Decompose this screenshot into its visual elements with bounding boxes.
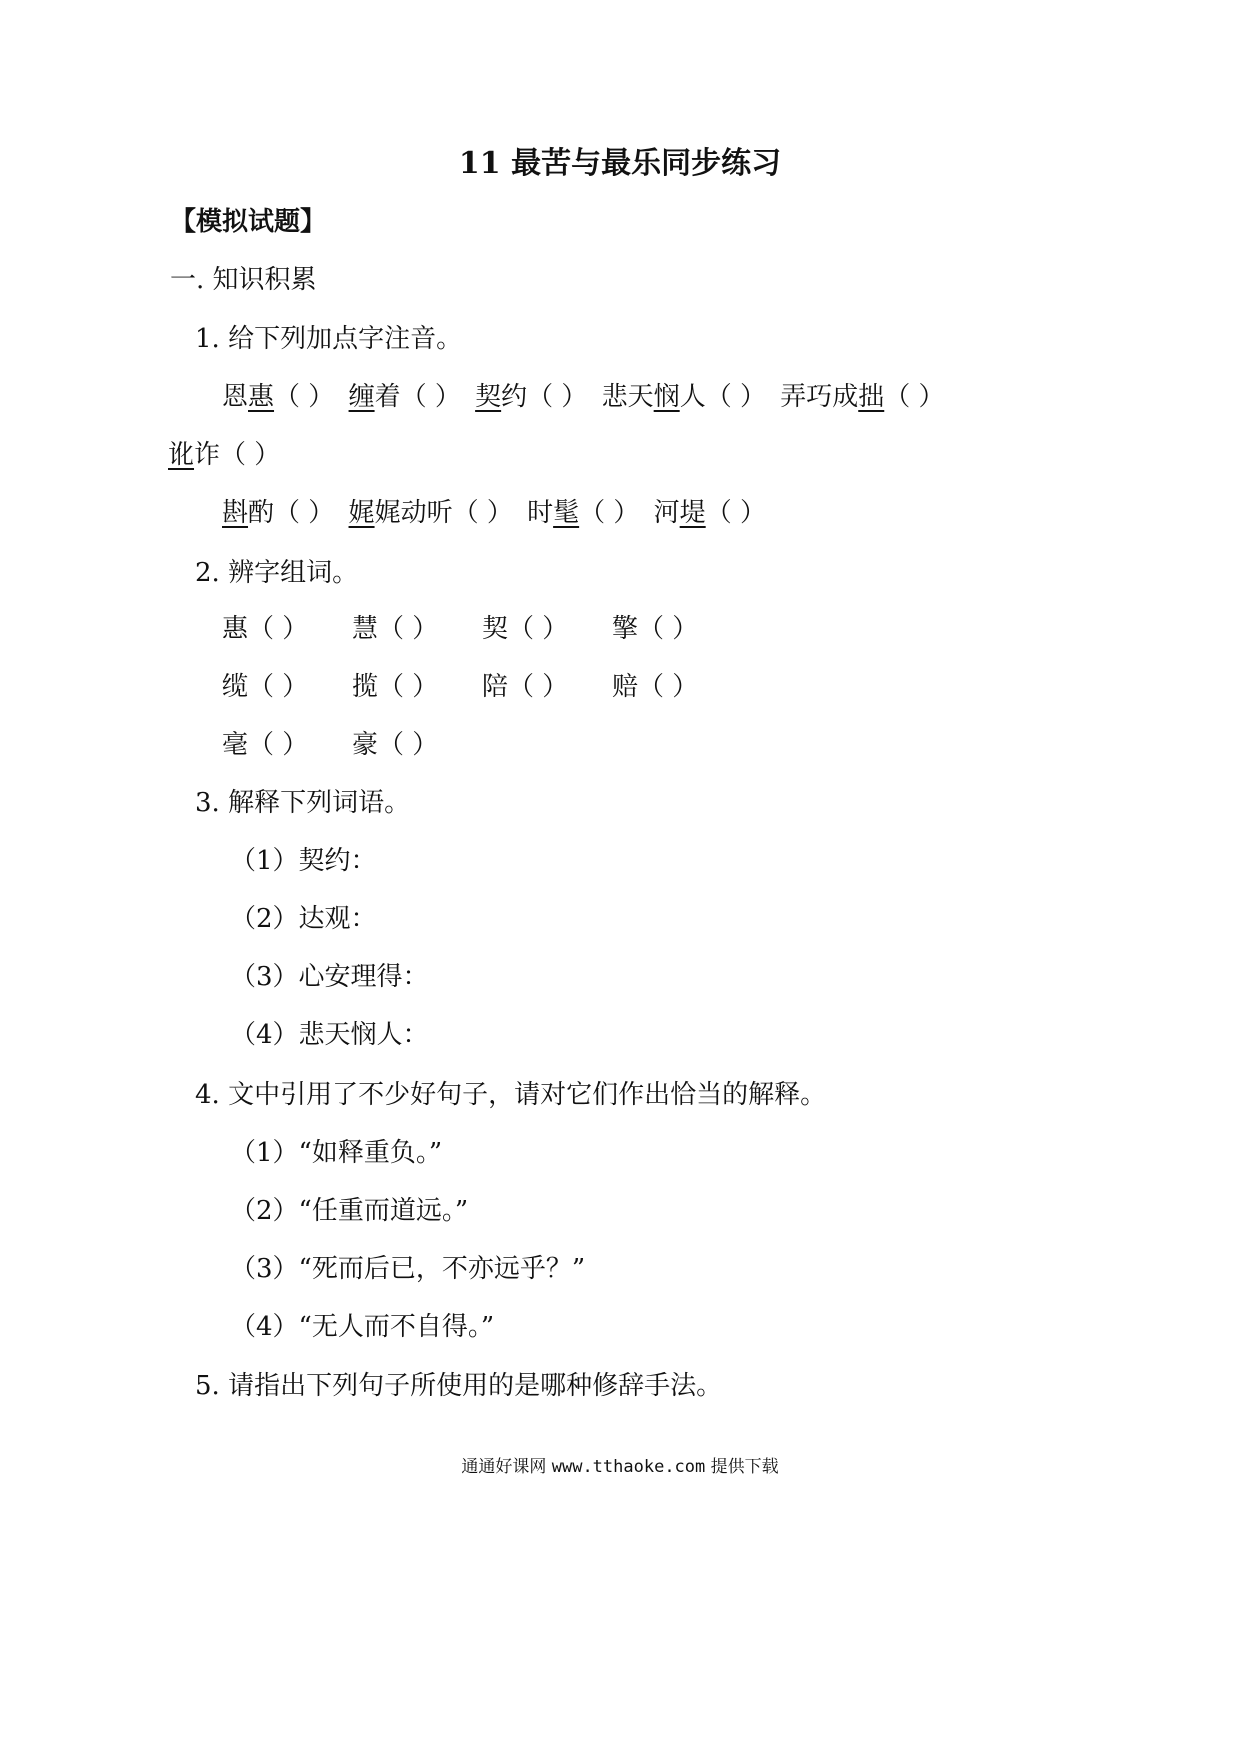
q1-item: 娓娓动听（ ）	[348, 498, 513, 528]
q1-item: 契约（ ）	[475, 382, 588, 412]
q4-heading: 4. 文中引用了不少好句子，请对它们作出恰当的解释。	[195, 1080, 827, 1110]
q1-item: 河堤（ ）	[653, 498, 766, 528]
q1-item: 悲天悯人（ ）	[601, 382, 766, 412]
q1-heading: 1. 给下列加点字注音。	[195, 324, 463, 354]
page-footer	[0, 1450, 1240, 1484]
q2-cell: 豪（ ）	[352, 730, 439, 760]
q5-heading: 5. 请指出下列句子所使用的是哪种修辞手法。	[195, 1371, 723, 1401]
footer-site-name: 通通好课网	[461, 1457, 547, 1477]
q1-item: 缠着（ ）	[348, 382, 461, 412]
q1-row3	[222, 496, 766, 530]
q3-item: （4）悲天悯人：	[230, 1020, 429, 1050]
section-header: 【模拟试题】	[170, 207, 327, 237]
q2-cell: 赔（ ）	[612, 672, 699, 702]
q1-item: 弄巧成拙（ ）	[780, 382, 945, 412]
q2-cell: 惠（ ）	[222, 614, 309, 644]
part-one-heading: 一. 知识积累	[170, 265, 317, 295]
q2-cell: 陪（ ）	[482, 672, 569, 702]
footer-url: www.tthaoke.com	[551, 1457, 706, 1477]
q4-item: （4）“无人而不自得。”	[230, 1312, 495, 1342]
q1-item: 时髦（ ）	[527, 498, 640, 528]
q2-cell: 契（ ）	[482, 614, 569, 644]
q4-item: （3）“死而后已，不亦远乎？”	[230, 1254, 586, 1284]
q2-cell: 缆（ ）	[222, 672, 309, 702]
q3-item: （1）契约：	[230, 846, 377, 876]
q3-heading: 3. 解释下列词语。	[195, 788, 411, 818]
q3-item: （3）心安理得：	[230, 962, 429, 992]
q2-cell: 揽（ ）	[352, 672, 439, 702]
q3-item: （2）达观：	[230, 904, 377, 934]
q2-cell: 擎（ ）	[612, 614, 699, 644]
q1-underlined-char: 讹	[168, 440, 195, 470]
q1-item: 恩惠（ ）	[222, 382, 335, 412]
q2-cell: 毫（ ）	[222, 730, 309, 760]
page-title: 11 最苦与最乐同步练习	[458, 146, 782, 181]
q2-cell: 慧（ ）	[352, 614, 439, 644]
q2-heading: 2. 辨字组词。	[195, 558, 359, 588]
q4-item: （2）“任重而道远。”	[230, 1196, 469, 1226]
q1-row1	[222, 380, 945, 414]
q1-item-rest: 诈（ ）	[194, 440, 281, 470]
q1-row2	[168, 438, 280, 472]
footer-suffix: 提供下载	[710, 1457, 779, 1477]
q1-item: 斟酌（ ）	[222, 498, 335, 528]
q4-item: （1）“如释重负。”	[230, 1138, 443, 1168]
